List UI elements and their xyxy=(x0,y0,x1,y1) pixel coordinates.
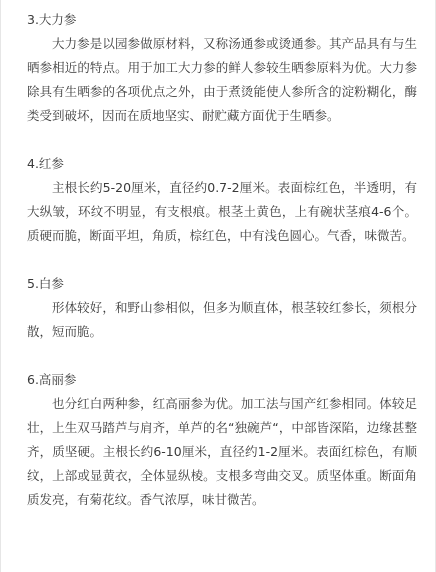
section-body: 形体较好，和野山参相似，但多为顺直体，根茎较红参长，须根分散，短而脆。 xyxy=(27,300,417,339)
article-content xyxy=(27,8,417,512)
section-dali-shen xyxy=(27,8,417,128)
section-heading: 4.红参 xyxy=(27,156,64,171)
section-heading: 5.白参 xyxy=(27,276,64,291)
section-gaoli-shen xyxy=(27,368,417,512)
section-body: 主根长约5-20厘米，直径约0.7-2厘米。表面棕红色，半透明，有大纵皱，环纹不明显，有支根痕。根茎土黄色，上有碗状茎痕4-6个。质硬而脆，断面平坦，角质，棕红色，中有浅色圆心。气香，味微苦。 xyxy=(27,180,417,243)
section-body: 大力参是以园参做原材料，又称汤通参或烫通参。其产品具有与生晒参相近的特点。用于加工大力参的鲜人参较生晒参原料为优。大力参除具有生晒参的各项优点之外，由于煮烫能使人参所含的淀粉糊化，酶类受到破坏，因而在质地坚实、耐贮藏方面优于生晒参。 xyxy=(27,36,417,123)
section-bai-shen xyxy=(27,272,417,344)
section-body: 也分红白两种参，红高丽参为优。加工法与国产红参相同。体较足壮，上生双马踏芦与肩齐，单芦的名“独碗芦“，中部皆深陷，边缘甚整齐，质坚硬。主根长约6-10厘米，直径约1-2厘米。表面红棕色，有顺纹，上部或显黄衣，全体显纵棱。支根多弯曲交叉。质坚体重。断面角质发亮，有菊花纹。香气浓厚，味甘微苦。 xyxy=(27,396,417,507)
section-heading: 3.大力参 xyxy=(27,12,77,27)
section-hong-shen xyxy=(27,152,417,248)
section-heading: 6.高丽参 xyxy=(27,372,77,387)
